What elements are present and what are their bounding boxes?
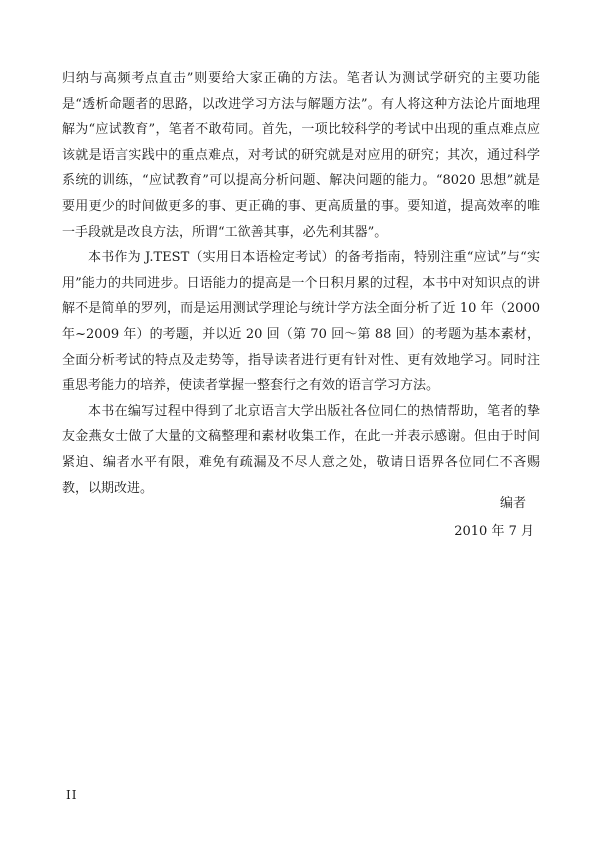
paragraph-jtest-guide: 本书作为 J.TEST（实用日本语检定考试）的备考指南，特别注重“应试”与“实用”能力的共同进步。日语能力的提高是一个日积月累的过程，本书中对知识点的讲解不是简单的罗列，而是运用测试学理论与统计学方法全面分析了近 10 年（2000 年~2009 年）的考题，并以近 20 回（第 70 回～第 88 回）的考题为基本素材，全面分析考试的特点及走势等，指导读者进行更有针对性、更有效地学习。同时注重思考能力的培养，使读者掌握一整套行之有效的语言学习方法。 (62, 250, 540, 394)
page-number: II (66, 788, 78, 802)
paragraph-acknowledgements: 本书在编写过程中得到了北京语言大学出版社各位同仁的热情帮助，笔者的挚友金燕女士做了大量的文稿整理和素材收集工作，在此一并表示感谢。但由于时间紧迫、编者水平有限，难免有疏漏及不尽人意之处，敬请日语界各位同仁不吝赐教，以期改进。 (62, 403, 540, 496)
signature-block (454, 490, 534, 546)
signature-author: 编者 (499, 496, 526, 511)
signature-date: 2010 年 7 月 (454, 524, 534, 539)
preface-body (62, 66, 540, 501)
paragraph-continued: 归纳与高频考点直击”则要给大家正确的方法。笔者认为测试学研究的主要功能是“透析命题者的思路，以改进学习方法与解题方法”。有人将这种方法论片面地理解为“应试教育”，笔者不敢苟同。首先，一项比较科学的考试中出现的重点难点应该就是语言实践中的重点难点，对考试的研究就是对应用的研究；其次，通过科学系统的训练，“应试教育”可以提高分析问题、解决问题的能力。“8020 思想”就是要用更少的时间做更多的事、更正确的事、更高质量的事。要知道，提高效率的唯一手段就是改良方法，所谓“工欲善其事，必先利其器”。 (62, 71, 540, 240)
